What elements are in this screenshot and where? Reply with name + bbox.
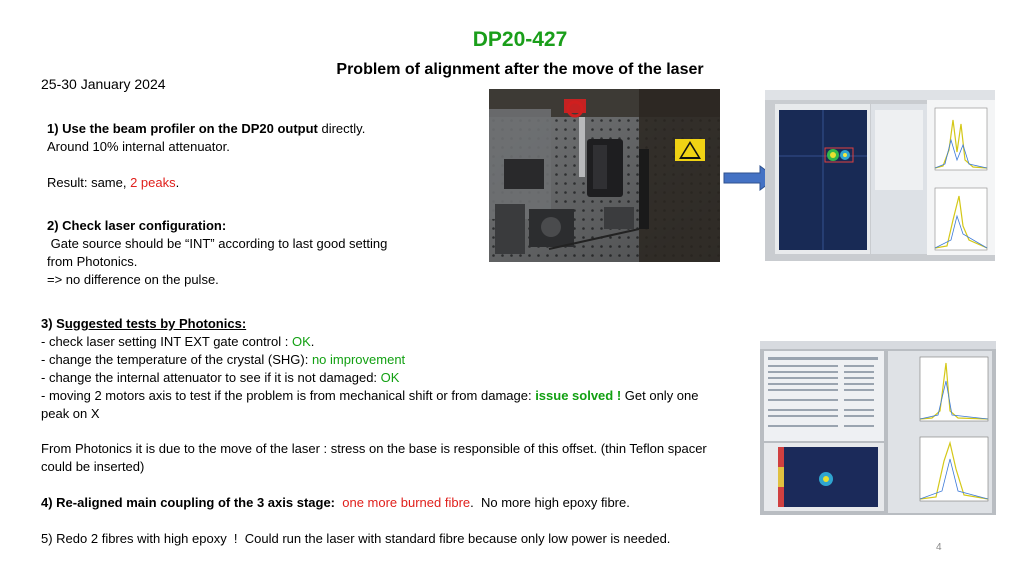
slide-subtitle: Problem of alignment after the move of the laser xyxy=(336,61,704,78)
beam-profiler-screenshot-1 xyxy=(765,90,995,261)
step4-heading: 4) Re-aligned main coupling of the 3 axis stage: xyxy=(41,495,335,510)
step3-heading-underlined: uggested tests by Photonics: xyxy=(64,316,247,331)
photonics-note-line2: could be inserted) xyxy=(41,459,145,474)
step3-item4-cont: peak on X xyxy=(41,406,100,421)
step1-line2: Around 10% internal attenuator. xyxy=(47,139,230,154)
step1-heading-rest: directly. xyxy=(317,121,366,136)
slide-title: DP20-427 xyxy=(472,28,568,51)
step3-item1-suffix: . xyxy=(310,334,315,349)
step2-line2: from Photonics. xyxy=(47,254,138,269)
step3-item3-text: - change the internal attenuator to see if it is not damaged: xyxy=(41,370,381,385)
step3-item4-suffix: Get only one xyxy=(621,388,699,403)
step1-result-prefix: Result: same, xyxy=(47,175,131,190)
step5-text: 5) Redo 2 fibres with high epoxy ! Could run the laser with standard fibre because only low power is needed. xyxy=(41,531,671,546)
step3-item3-status: OK xyxy=(380,370,400,385)
step3-heading-prefix: 3) S xyxy=(41,316,65,331)
step3-item4-status: issue solved ! xyxy=(535,388,622,403)
step3-item1-status: OK xyxy=(291,334,311,349)
step3-item2-status: no improvement xyxy=(311,352,406,367)
step2-heading: 2) Check laser configuration: xyxy=(47,218,227,233)
date-range: 25-30 January 2024 xyxy=(41,76,166,92)
optical-bench-photo xyxy=(489,89,720,262)
step3-item4-text: - moving 2 motors axis to test if the problem is from mechanical shift or from damage: xyxy=(41,388,536,403)
step3-item2-text: - change the temperature of the crystal (SHG): xyxy=(41,352,312,367)
photonics-note xyxy=(41,440,761,476)
step1-block xyxy=(47,120,365,192)
step4-block xyxy=(41,494,630,512)
step3-item1-text: - check laser setting INT EXT gate control : xyxy=(41,334,292,349)
step1-result-suffix: . xyxy=(175,175,180,190)
step1-result-highlight: 2 peaks xyxy=(130,175,176,190)
page-number: 4 xyxy=(936,542,942,553)
step3-block xyxy=(41,315,751,423)
step2-line3: => no difference on the pulse. xyxy=(47,272,219,287)
photonics-note-line1: From Photonics it is due to the move of the laser : stress on the base is responsible of this offset. (thin Teflon spacer xyxy=(41,441,707,456)
step2-line1: Gate source should be “INT” according to last good setting xyxy=(47,236,388,251)
step4-highlight: one more burned fibre xyxy=(342,495,471,510)
beam-profiler-screenshot-2 xyxy=(760,341,996,515)
step2-block xyxy=(47,217,387,289)
step4-suffix: . No more high epoxy fibre. xyxy=(470,495,630,510)
step1-heading: 1) Use the beam profiler on the DP20 output xyxy=(47,121,318,136)
